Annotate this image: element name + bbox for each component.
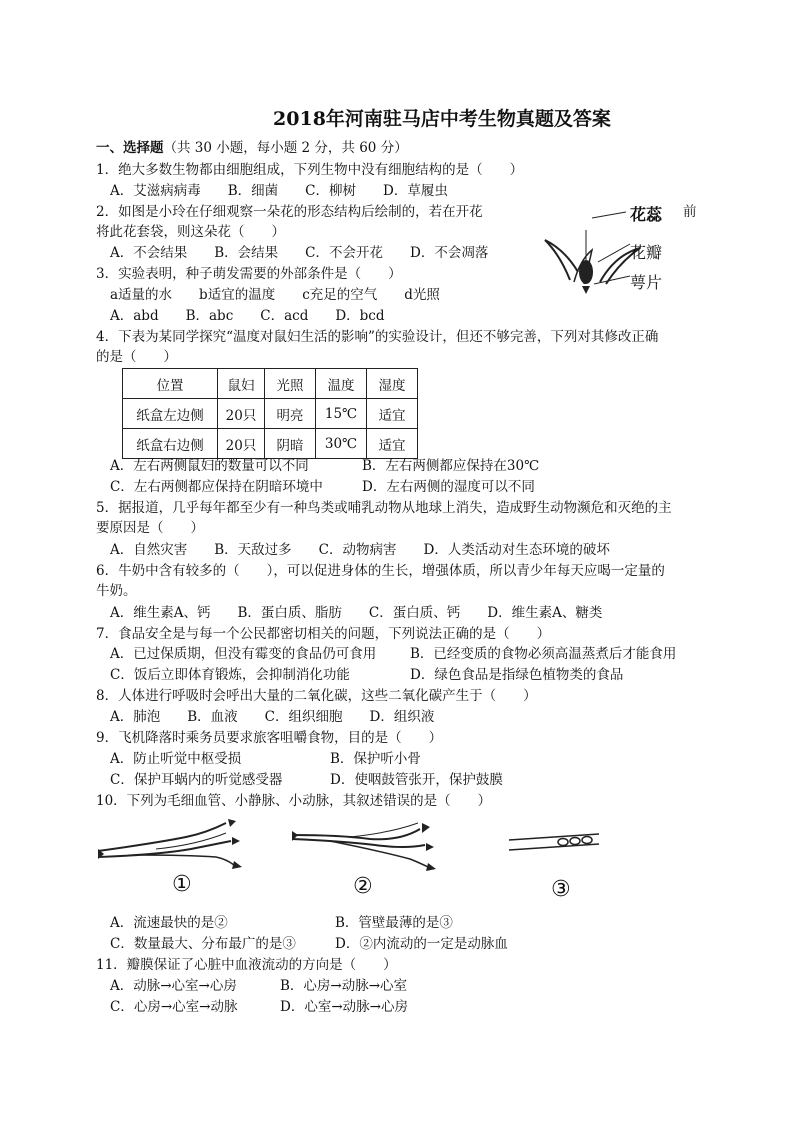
petal-label: 花瓣 [630, 243, 663, 262]
q9-option-c: C．保护耳蜗内的听觉感受器 [110, 772, 283, 788]
table-row [123, 399, 418, 429]
q3-items: a适量的水 b适宜的温度 c充足的空气 d光照 [110, 287, 440, 303]
q10-option-b: B．管壁最薄的是③ [335, 915, 453, 931]
q2-stem-tail: 前 [683, 204, 697, 220]
vessel-figure-1 [96, 815, 256, 875]
table-cell: 30℃ [316, 429, 367, 459]
q4-option-a: A．左右两侧鼠妇的数量可以不同 [110, 458, 309, 474]
q7-option-d: D．绿色食品是指绿色植物类的食品 [410, 667, 624, 683]
table-header: 鼠妇 [218, 369, 265, 399]
vessel-figure-2 [290, 815, 450, 875]
section-note: （共 30 小题，每小题 2 分，共 60 分） [163, 140, 408, 156]
table-cell: 适宜 [367, 399, 418, 429]
table-header: 光照 [265, 369, 316, 399]
q8-stem: 8．人体进行呼吸时会呼出大量的二氧化碳，这些二氧化碳产生于（ ） [96, 688, 537, 704]
q6-options: A．维生素A、钙 B．蛋白质、脂肪 C．蛋白质、钙 D．维生素A、糖类 [110, 605, 603, 621]
q10-stem: 10．下列为毛细血管、小静脉、小动脉，其叙述错误的是（ ） [96, 793, 492, 809]
q4-option-b: B．左右两侧都应保持在30℃ [362, 458, 540, 474]
q5-options: A．自然灾害 B．天敌过多 C．动物病害 D．人类活动对生态环境的破坏 [110, 542, 610, 558]
table-cell: 纸盒左边侧 [123, 399, 218, 429]
table-cell: 适宜 [367, 429, 418, 459]
table-header: 温度 [316, 369, 367, 399]
sepal-label: 萼片 [630, 273, 663, 292]
q11-option-b: B．心房→动脉→心室 [280, 978, 408, 994]
q3-options: A．abd B．abc C．acd D．bcd [110, 308, 385, 324]
figure-label-2: ② [353, 874, 373, 899]
table-header: 湿度 [367, 369, 418, 399]
stamen-label: 花蕊 [630, 205, 663, 224]
q10-option-d: D．②内流动的一定是动脉血 [335, 936, 508, 952]
q2-stem-line2: 将此花套袋，则这朵花（ ） [96, 224, 285, 240]
q7-option-c: C．饭后立即体育锻炼，会抑制消化功能 [110, 667, 350, 683]
q8-options: A．肺泡 B．血液 C．组织细胞 D．组织液 [110, 709, 435, 725]
table-cell: 明亮 [265, 399, 316, 429]
q4-option-d: D．左右两侧的湿度可以不同 [362, 479, 535, 495]
q11-option-a: A．动脉→心室→心房 [110, 978, 237, 994]
figure-label-3: ③ [551, 877, 571, 902]
q4-stem-line2: 的是（ ） [96, 349, 177, 365]
q9-stem: 9．飞机降落时乘务员要求旅客咀嚼食物，目的是（ ） [96, 730, 443, 746]
q2-stem-line1: 2．如图是小玲在仔细观察一朵花的形态结构后绘制的，若在开花 [96, 204, 483, 220]
table-cell: 20只 [218, 399, 265, 429]
table-cell: 阴暗 [265, 429, 316, 459]
q9-option-a: A．防止听觉中枢受损 [110, 751, 242, 767]
q10-option-a: A．流速最快的是② [110, 915, 228, 931]
q5-stem-line2: 要原因是（ ） [96, 520, 204, 536]
vessel-figure-3 [505, 822, 605, 862]
table-cell: 纸盒右边侧 [123, 429, 218, 459]
q9-option-b: B．保护听小骨 [330, 751, 421, 767]
q11-stem: 11．瓣膜保证了心脏中血液流动的方向是（ ） [96, 957, 397, 973]
q9-option-d: D．使咽鼓管张开，保护鼓膜 [330, 772, 503, 788]
q1-options: A．艾滋病病毒 B．细菌 C．柳树 D．草履虫 [110, 183, 448, 199]
q11-option-c: C．心房→心室→动脉 [110, 999, 238, 1015]
q1-stem: 1．绝大多数生物都由细胞组成，下列生物中没有细胞结构的是（ ） [96, 162, 524, 178]
q7-option-b: B．已经变质的食物必须高温蒸煮后才能食用 [410, 646, 677, 662]
experiment-table [122, 368, 418, 459]
q4-stem-line1: 4．下表为某同学探究“温度对鼠妇生活的影响”的实验设计，但还不够完善，下列对其修改正确 [96, 329, 659, 345]
table-row [123, 429, 418, 459]
q2-options: A．不会结果 B．会结果 C．不会开花 D．不会凋落 [110, 245, 489, 261]
q10-option-c: C．数量最大、分布最广的是③ [110, 936, 296, 952]
section-heading-line [96, 138, 408, 158]
table-header: 位置 [123, 369, 218, 399]
q7-option-a: A．已过保质期，但没有霉变的食品仍可食用 [110, 646, 377, 662]
q5-stem-line1: 5．据报道，几乎每年都至少有一种鸟类或哺乳动物从地球上消失，造成野生动物濒危和灭绝的主 [96, 500, 672, 516]
q7-stem: 7．食品安全是与每一个公民都密切相关的问题，下列说法正确的是（ ） [96, 626, 551, 642]
q11-option-d: D．心室→动脉→心房 [280, 999, 408, 1015]
q3-stem: 3．实验表明，种子萌发需要的外部条件是（ ） [96, 266, 402, 282]
q6-stem-line2: 牛奶。 [96, 583, 137, 599]
q4-option-c: C．左右两侧都应保持在阴暗环境中 [110, 479, 323, 495]
q6-stem-line1: 6．牛奶中含有较多的（ ），可以促进身体的生长，增强体质，所以青少年每天应喝一定量的 [96, 563, 665, 579]
table-cell: 15℃ [316, 399, 367, 429]
table-cell: 20只 [218, 429, 265, 459]
figure-label-1: ① [172, 872, 192, 897]
page-title: 2018年河南驻马店中考生物真题及答案 [273, 108, 611, 130]
table-header-row [123, 369, 418, 399]
section-heading: 一、选择题 [96, 140, 164, 156]
